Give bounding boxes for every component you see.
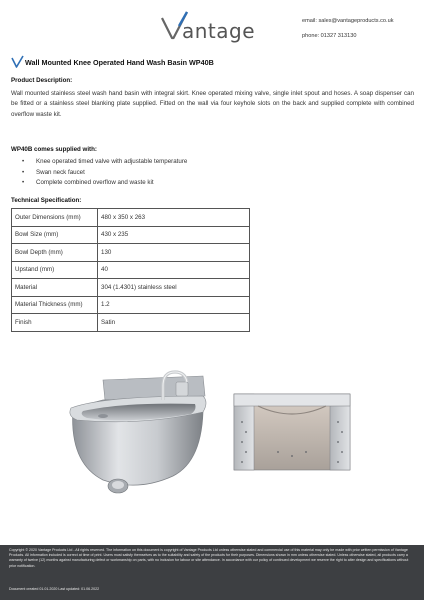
table-row [12, 296, 250, 314]
supplied-list [22, 157, 187, 189]
spec-value: 40 [98, 261, 250, 279]
table-row [12, 279, 250, 297]
spec-value: 130 [98, 244, 250, 262]
list-item [22, 178, 187, 189]
bullet-dot-icon: • [22, 179, 25, 186]
contact-email[interactable]: email: sales@vantageproducts.co.uk [302, 18, 394, 24]
spec-label: Upstand (mm) [12, 261, 98, 279]
table-row [12, 209, 250, 227]
table-row [12, 244, 250, 262]
bullet-dot-icon: • [22, 158, 25, 165]
contact-phone[interactable]: phone: 01327 313130 [302, 33, 357, 39]
contact-block [302, 14, 394, 44]
description-text: Wall mounted stainless steel wash hand basin with integral skirt. Knee operated mixing valve, single inlet spout and hoses. A soap dispenser can be fitted or a stainless steel blanking plate supplied. Fitted on the wall via four keyhole slots on the back and supplied complete with combined overflow waste kit. [11, 90, 414, 118]
bullet-dot-icon: • [22, 168, 25, 176]
list-item [22, 168, 187, 179]
spec-label: Bowl Depth (mm) [12, 244, 98, 262]
footer [0, 545, 424, 600]
spec-label: Outer Dimensions (mm) [12, 209, 98, 227]
description-heading: Product Description: [11, 77, 73, 84]
spec-value: 1.2 [98, 296, 250, 314]
basin-photo [63, 368, 213, 498]
spec-label: Finish [12, 314, 98, 332]
basin-rear-photo [228, 392, 356, 472]
spec-label: Material Thickness (mm) [12, 296, 98, 314]
product-title: Wall Mounted Knee Operated Hand Wash Basin WP40B [25, 58, 214, 67]
spec-table [11, 208, 250, 332]
table-row [12, 261, 250, 279]
technical-heading: Technical Specification: [11, 197, 82, 204]
spec-value: 304 (1.4301) stainless steel [98, 279, 250, 297]
spec-value: 430 x 235 [98, 226, 250, 244]
vantage-logo [160, 10, 270, 43]
spec-value: Satin [98, 314, 250, 332]
spec-label: Bowl Size (mm) [12, 226, 98, 244]
v-check-icon [11, 55, 24, 68]
spec-value: 480 x 350 x 263 [98, 209, 250, 227]
spec-label: Material [12, 279, 98, 297]
copyright-text: Copyright © 2020 Vantage Products Ltd - All rights reserved. The information on this document is copyright of Vantage Products Ltd unless otherwise stated and commercial use of this material may only be made with prior written permission of Vantage Products. All information included is correct at time of print. Users must satisfy themselves as to the suitability and safety of the products for their purposes. Dimensions shown in mm unless otherwise stated. Unless otherwise stated, all products carry a warranty of twelve (12) months against manufacturing defect or workmanship on parts, with no inclusion for labour or site attendance. In accordance with our policy of continued development we reserve the right to alter design and specifications without prior notification. [9, 548, 409, 568]
list-item-text: Knee operated timed valve with adjustable temperature [36, 158, 188, 165]
table-row [12, 226, 250, 244]
logo-wordmark: antage [182, 19, 256, 43]
list-item [22, 157, 187, 168]
product-title-row [11, 55, 411, 69]
list-item-text: Swan neck faucet [36, 168, 85, 176]
supplied-heading: WP40B comes supplied with: [11, 146, 97, 153]
list-item-text: Complete combined overflow and waste kit [36, 179, 154, 186]
table-row [12, 314, 250, 332]
document-dates: Document created 01.01.2020 Last updated: 01.06.2022 [9, 587, 100, 591]
